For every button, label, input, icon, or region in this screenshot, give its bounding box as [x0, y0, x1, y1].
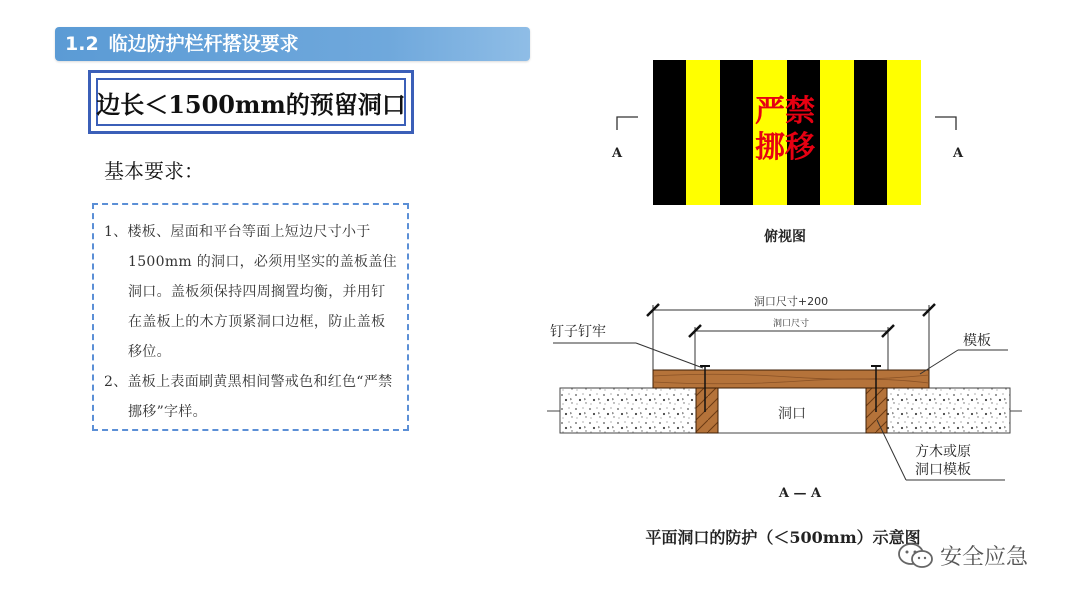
section-label-left: A — [611, 146, 623, 161]
timber-label-line2: 洞口模板 — [915, 462, 971, 478]
section-label: A — A — [778, 486, 822, 501]
warning-text-line1: 严禁 — [755, 94, 815, 129]
requirement-item-1: 1、楼板、屋面和平台等面上短边尺寸小于 1500mm 的洞口，必须用坚实的盖板盖住洞口。盖板须保持四周搁置均衡，并用钉在盖板上的木方顶紧洞口边框，防止盖板移位。 — [104, 224, 397, 360]
top-view-caption: 俯视图 — [764, 229, 806, 245]
leader-line — [920, 350, 958, 374]
cover-plank — [653, 370, 929, 388]
subtitle-text: 边长＜1500mm的预留洞口 — [96, 78, 406, 126]
black-stripe — [720, 60, 753, 205]
concrete-slab-left — [560, 388, 696, 433]
brand-watermark — [896, 540, 1028, 571]
dimension-label-inner: 洞口尺寸 — [772, 319, 810, 329]
section-number: 1.2 — [65, 33, 99, 55]
brand-name: 安全应急 — [940, 545, 1029, 570]
black-stripe — [854, 60, 887, 205]
leader-line — [636, 343, 703, 368]
formwork-label: 模板 — [963, 333, 991, 349]
wechat-icon — [896, 541, 936, 571]
section-mark-left — [617, 117, 638, 130]
section-title: 临边防护栏杆搭设要求 — [108, 33, 299, 55]
concrete-slab-right — [887, 388, 1010, 433]
basic-requirements-label: 基本要求： — [104, 159, 204, 183]
nail-label: 钉子钉牢 — [550, 324, 606, 340]
timber-label-line1: 方木或原 — [915, 444, 971, 460]
section-caption: 平面洞口的防护（＜500mm）示意图 — [645, 528, 921, 547]
hole-label: 洞口 — [778, 406, 806, 422]
top-view — [611, 60, 964, 245]
section-mark-right — [935, 117, 956, 130]
section-label-right: A — [952, 146, 964, 161]
dimension-label-outer: 洞口尺寸+200 — [753, 295, 829, 308]
section-view — [547, 294, 1022, 547]
warning-text-line2: 挪移 — [755, 130, 815, 165]
timber-block-left — [696, 388, 718, 433]
requirement-item-2: 2、盖板上表面刷黄黑相间警戒色和红色“严禁挪移”字样。 — [104, 374, 393, 420]
black-stripe — [653, 60, 686, 205]
